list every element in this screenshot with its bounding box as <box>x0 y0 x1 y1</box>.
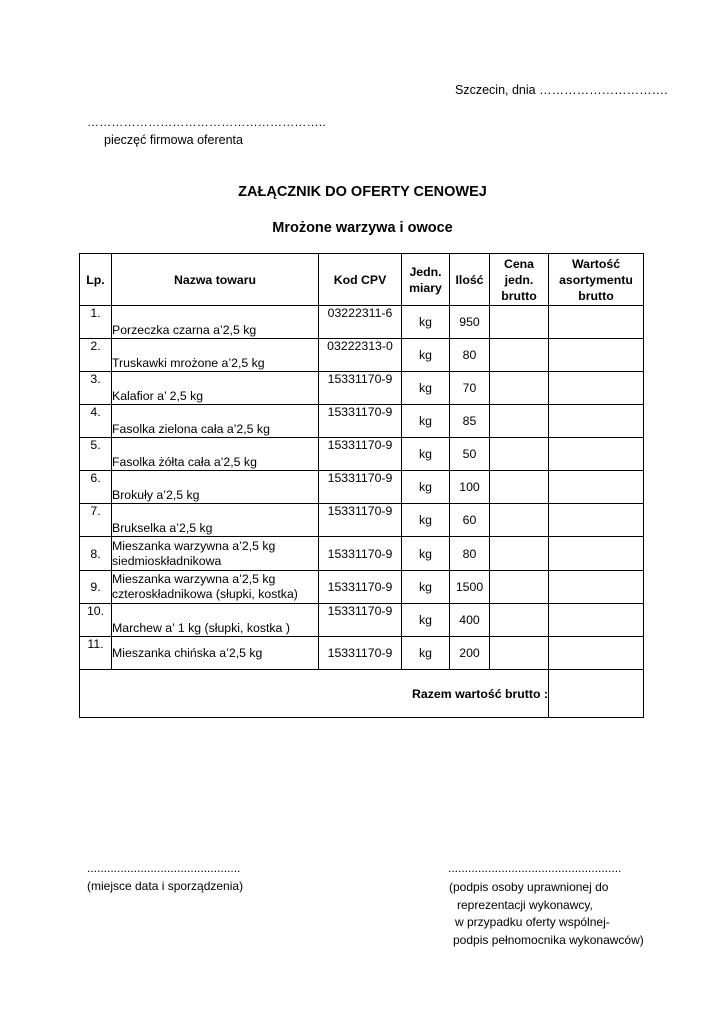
col-header-cpv: Kod CPV <box>319 254 402 306</box>
cell-name: Fasolka żółta cała a’2,5 kg <box>112 438 319 471</box>
cell-value[interactable] <box>549 604 644 637</box>
cell-price[interactable] <box>490 571 549 604</box>
col-header-value-line-1: Wartość <box>571 256 621 271</box>
cell-name: Truskawki mrożone a’2,5 kg <box>112 339 319 372</box>
cell-qty: 85 <box>450 405 490 438</box>
cell-value[interactable] <box>549 405 644 438</box>
cell-value[interactable] <box>549 339 644 372</box>
cell-unit: kg <box>402 405 450 438</box>
cell-unit: kg <box>402 339 450 372</box>
document-title: ZAŁĄCZNIK DO OFERTY CENOWEJ <box>238 184 487 200</box>
col-header-unit-line-1: Jedn. <box>409 264 442 279</box>
cell-name: Brokuły a’2,5 kg <box>112 471 319 504</box>
table-row <box>80 372 644 405</box>
total-row <box>80 670 644 718</box>
cell-price[interactable] <box>490 637 549 670</box>
cell-value[interactable] <box>549 306 644 339</box>
table-row <box>80 471 644 504</box>
col-header-unit-line-2: miary <box>409 280 442 295</box>
cell-qty: 400 <box>450 604 490 637</box>
cell-unit: kg <box>402 372 450 405</box>
col-header-value-line-2: asortymentu <box>559 272 633 287</box>
signature-label-line: reprezentacji wykonawcy, <box>457 897 593 912</box>
cell-cpv: 03222311-6 <box>319 306 402 339</box>
cell-value[interactable] <box>549 571 644 604</box>
cell-lp: 2. <box>80 339 112 372</box>
place-date-line: Szczecin, dnia …………………………. <box>455 83 668 97</box>
cell-value[interactable] <box>549 537 644 571</box>
cell-cpv: 15331170-9 <box>319 438 402 471</box>
total-label: Razem wartość brutto : <box>80 670 549 718</box>
cell-qty: 70 <box>450 372 490 405</box>
table-row <box>80 504 644 537</box>
stamp-dotted-line: ………………………………………………….. <box>87 115 326 129</box>
cell-cpv: 15331170-9 <box>319 604 402 637</box>
cell-cpv: 03222313-0 <box>319 339 402 372</box>
col-header-value-line-3: brutto <box>578 288 614 303</box>
cell-cpv: 15331170-9 <box>319 504 402 537</box>
cell-price[interactable] <box>490 471 549 504</box>
place-date-dotted-line: .............................................. <box>87 861 241 875</box>
cell-value[interactable] <box>549 471 644 504</box>
col-header-price <box>490 254 549 306</box>
cell-name-line-1: Mieszanka warzywna a’2,5 kg <box>112 572 276 586</box>
cell-name: Kalafior a’ 2,5 kg <box>112 372 319 405</box>
cell-unit: kg <box>402 504 450 537</box>
table-row <box>80 604 644 637</box>
table-row <box>80 339 644 372</box>
cell-cpv: 15331170-9 <box>319 471 402 504</box>
cell-lp: 4. <box>80 405 112 438</box>
col-header-unit <box>402 254 450 306</box>
cell-price[interactable] <box>490 438 549 471</box>
cell-lp: 1. <box>80 306 112 339</box>
cell-qty: 1500 <box>450 571 490 604</box>
cell-unit: kg <box>402 306 450 339</box>
cell-price[interactable] <box>490 339 549 372</box>
cell-price[interactable] <box>490 504 549 537</box>
cell-value[interactable] <box>549 372 644 405</box>
cell-name: Porzeczka czarna a’2,5 kg <box>112 306 319 339</box>
cell-unit: kg <box>402 571 450 604</box>
cell-qty: 80 <box>450 537 490 571</box>
signature-label-line: podpis pełnomocnika wykonawców) <box>453 932 644 947</box>
cell-name: Mieszanka chińska a’2,5 kg <box>112 637 319 670</box>
cell-qty: 200 <box>450 637 490 670</box>
cell-unit: kg <box>402 471 450 504</box>
cell-price[interactable] <box>490 372 549 405</box>
cell-name-line-2: siedmioskładnikowa <box>112 553 222 568</box>
cell-cpv: 15331170-9 <box>319 372 402 405</box>
cell-lp: 5. <box>80 438 112 471</box>
col-header-price-line-3: brutto <box>501 288 537 303</box>
cell-name <box>112 571 319 604</box>
signature-label-line: (podpis osoby uprawnionej do <box>449 880 609 894</box>
cell-name-line-2: czteroskładnikowa (słupki, kostka) <box>112 587 298 601</box>
cell-lp: 9. <box>80 571 112 604</box>
cell-value[interactable] <box>549 637 644 670</box>
total-value-cell[interactable] <box>549 670 644 718</box>
cell-price[interactable] <box>490 604 549 637</box>
cell-value[interactable] <box>549 504 644 537</box>
cell-lp: 8. <box>80 537 112 571</box>
cell-qty: 80 <box>450 339 490 372</box>
col-header-name: Nazwa towaru <box>112 254 319 306</box>
col-header-price-line-1: Cena <box>503 256 535 271</box>
cell-qty: 60 <box>450 504 490 537</box>
table-row <box>80 438 644 471</box>
col-header-lp: Lp. <box>80 254 112 306</box>
signature-label <box>449 879 644 949</box>
cell-lp: 10. <box>80 604 112 637</box>
cell-unit: kg <box>402 438 450 471</box>
cell-qty: 100 <box>450 471 490 504</box>
cell-cpv: 15331170-9 <box>319 571 402 604</box>
cell-unit: kg <box>402 604 450 637</box>
offer-table <box>79 253 644 718</box>
table-header-row <box>80 254 644 306</box>
cell-name: Brukselka a’2,5 kg <box>112 504 319 537</box>
table-row <box>80 637 644 670</box>
table-row <box>80 405 644 438</box>
place-date-label: (miejsce data i sporządzenia) <box>87 879 244 893</box>
cell-unit: kg <box>402 637 450 670</box>
table-row <box>80 571 644 604</box>
cell-cpv: 15331170-9 <box>319 537 402 571</box>
cell-lp: 6. <box>80 471 112 504</box>
cell-lp: 7. <box>80 504 112 537</box>
table-row <box>80 537 644 571</box>
cell-lp: 11. <box>80 637 112 670</box>
signature-label-line: w przypadku oferty wspólnej- <box>455 915 610 929</box>
cell-name-line-1: Mieszanka warzywna a’2,5 kg <box>112 538 276 553</box>
signature-dotted-line: .................................................... <box>448 861 622 875</box>
col-header-price-line-2: jedn. <box>504 272 534 287</box>
cell-name: Fasolka zielona cała a’2,5 kg <box>112 405 319 438</box>
cell-name <box>112 537 319 571</box>
cell-qty: 950 <box>450 306 490 339</box>
cell-name: Marchew a’ 1 kg (słupki, kostka ) <box>112 604 319 637</box>
cell-value[interactable] <box>549 438 644 471</box>
stamp-label: pieczęć firmowa oferenta <box>104 133 243 147</box>
col-header-value <box>549 254 644 306</box>
cell-price[interactable] <box>490 405 549 438</box>
cell-unit: kg <box>402 537 450 571</box>
col-header-qty: Ilość <box>450 254 490 306</box>
cell-qty: 50 <box>450 438 490 471</box>
cell-cpv: 15331170-9 <box>319 637 402 670</box>
cell-lp: 3. <box>80 372 112 405</box>
document-subtitle: Mrożone warzywa i owoce <box>272 220 453 236</box>
table-row <box>80 306 644 339</box>
cell-price[interactable] <box>490 537 549 571</box>
cell-price[interactable] <box>490 306 549 339</box>
cell-cpv: 15331170-9 <box>319 405 402 438</box>
